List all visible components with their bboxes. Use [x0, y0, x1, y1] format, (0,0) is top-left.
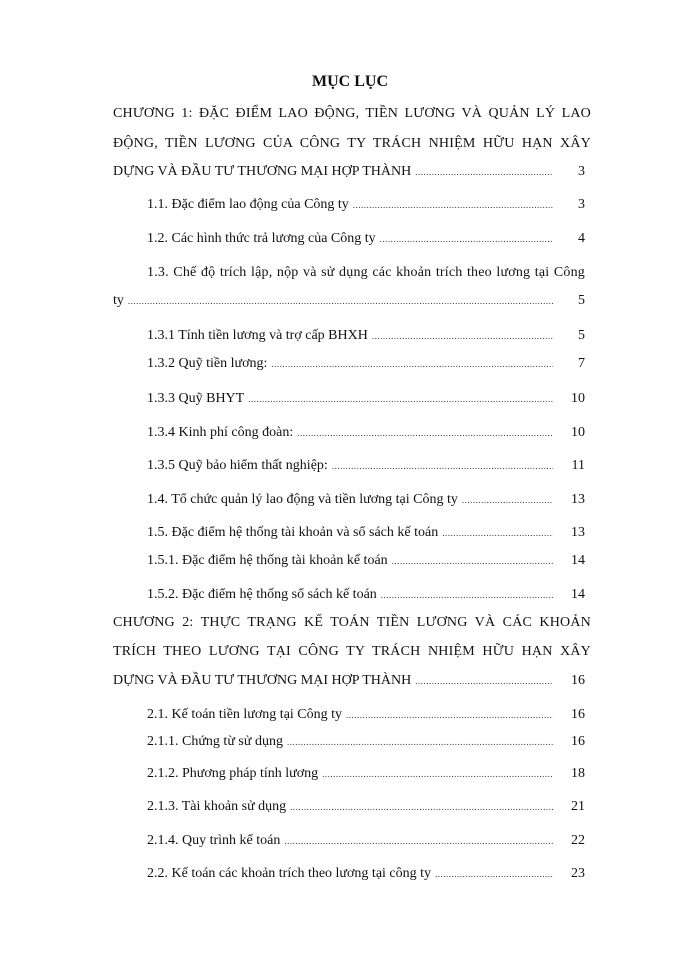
- toc-page-number: 14: [571, 587, 585, 602]
- toc-page-number: 11: [571, 458, 585, 473]
- toc-entry[interactable]: [147, 456, 585, 476]
- toc-entry-label: 1.2. Các hình thức trả lương của Công ty: [147, 231, 376, 246]
- toc-leader-dots: [415, 162, 553, 182]
- toc-entry-label: 1.3.2 Quỹ tiền lương:: [147, 356, 268, 371]
- toc-entry[interactable]: [147, 831, 585, 851]
- toc-entry-label: ty: [113, 293, 124, 308]
- toc-page-number: 4: [578, 231, 585, 246]
- toc-leader-dots: [381, 585, 553, 605]
- toc-entry[interactable]: [147, 732, 585, 752]
- toc-leader-dots: [322, 764, 553, 784]
- toc-leader-dots: [435, 864, 553, 884]
- toc-entry[interactable]: [147, 389, 585, 409]
- toc-page-number: 7: [578, 356, 585, 371]
- toc-leader-dots: [297, 423, 553, 443]
- toc-entry[interactable]: [147, 864, 585, 884]
- toc-entry[interactable]: [147, 229, 585, 249]
- toc-entry-label: 2.1.4. Quy trình kế toán: [147, 833, 281, 848]
- toc-entry-label: 2.1. Kế toán tiền lương tại Công ty: [147, 707, 343, 722]
- toc-entry[interactable]: [147, 354, 585, 374]
- toc-page-number: 5: [578, 328, 585, 343]
- toc-entry-chapter-2[interactable]: [113, 671, 585, 691]
- toc-entry[interactable]: [147, 585, 585, 605]
- toc-entry-label: 2.1.3. Tài khoản sử dụng: [147, 799, 287, 814]
- toc-leader-dots: [380, 229, 553, 249]
- chapter-2-heading-line-1: CHƯƠNG 2: THỰC TRẠNG KẾ TOÁN TIỀN LƯƠNG VÀ CÁC KHOẢN: [113, 615, 591, 630]
- toc-leader-dots: [372, 326, 553, 346]
- toc-entry-label: 2.1.2. Phương pháp tính lương: [147, 766, 319, 781]
- toc-leader-dots: [290, 797, 553, 817]
- toc-entry-1-3[interactable]: [113, 291, 585, 311]
- toc-page-number: 10: [571, 425, 585, 440]
- toc-entry-label: DỰNG VÀ ĐẦU TƯ THƯƠNG MẠI HỢP THÀNH: [113, 164, 412, 179]
- toc-page-number: 3: [578, 164, 585, 179]
- toc-leader-dots: [287, 732, 553, 752]
- toc-entry-label: 1.4. Tổ chức quản lý lao động và tiền lương tại Công ty: [147, 492, 458, 507]
- toc-page-number: 14: [571, 553, 585, 568]
- toc-leader-dots: [442, 523, 553, 543]
- toc-page-number: 10: [571, 391, 585, 406]
- toc-entry[interactable]: [147, 705, 585, 725]
- toc-entry[interactable]: [147, 195, 585, 215]
- toc-page-number: 5: [578, 293, 585, 308]
- toc-entry-label: 2.2. Kế toán các khoản trích theo lương tại công ty: [147, 866, 432, 881]
- toc-leader-dots: [392, 551, 553, 571]
- toc-entry-label: 2.1.1. Chứng từ sử dụng: [147, 734, 283, 749]
- toc-page-number: 22: [571, 833, 585, 848]
- toc-leader-dots: [332, 456, 553, 476]
- chapter-2-heading-line-2: TRÍCH THEO LƯƠNG TẠI CÔNG TY TRÁCH NHIỆM HỮU HẠN XÂY: [113, 644, 591, 659]
- toc-leader-dots: [346, 705, 553, 725]
- chapter-1-heading-line-1: CHƯƠNG 1: ĐẶC ĐIỂM LAO ĐỘNG, TIỀN LƯƠNG VÀ QUẢN LÝ LAO: [113, 106, 591, 121]
- toc-page-number: 23: [571, 866, 585, 881]
- toc-entry-1-3-line-1: 1.3. Chế độ trích lập, nộp và sử dụng các khoản trích theo lương tại Công: [147, 265, 585, 280]
- toc-entry-label: 1.5.1. Đặc điểm hệ thống tài khoản kế toán: [147, 553, 388, 568]
- toc-entry[interactable]: [147, 797, 585, 817]
- toc-leader-dots: [462, 490, 553, 510]
- chapter-1-heading-line-2: ĐỘNG, TIỀN LƯƠNG CỦA CÔNG TY TRÁCH NHIỆM HỮU HẠN XÂY: [113, 136, 591, 151]
- toc-leader-dots: [284, 831, 553, 851]
- toc-leader-dots: [353, 195, 553, 215]
- toc-leader-dots: [415, 671, 553, 691]
- toc-entry-label: 1.5. Đặc điểm hệ thống tài khoản và sổ sách kế toán: [147, 525, 439, 540]
- toc-page-number: 21: [571, 799, 585, 814]
- toc-entry-label: 1.1. Đặc điểm lao động của Công ty: [147, 197, 349, 212]
- toc-page-number: 16: [571, 707, 585, 722]
- toc-entry-label: 1.3.5 Quỹ bảo hiểm thất nghiệp:: [147, 458, 328, 473]
- toc-entry-chapter-1[interactable]: [113, 162, 585, 182]
- toc-entry[interactable]: [147, 326, 585, 346]
- toc-page-number: 18: [571, 766, 585, 781]
- toc-leader-dots: [248, 389, 553, 409]
- toc-entry-label: DỰNG VÀ ĐẦU TƯ THƯƠNG MẠI HỢP THÀNH: [113, 673, 412, 688]
- toc-entry-label: 1.3.4 Kinh phí công đoàn:: [147, 425, 294, 440]
- toc-entry[interactable]: [147, 764, 585, 784]
- toc-leader-dots: [128, 291, 553, 311]
- toc-page-number: 13: [571, 492, 585, 507]
- toc-page-number: 3: [578, 197, 585, 212]
- toc-page-number: 16: [571, 673, 585, 688]
- toc-entry-label: 1.3.1 Tính tiền lương và trợ cấp BHXH: [147, 328, 368, 343]
- page-title: MỤC LỤC: [312, 73, 388, 90]
- toc-entry[interactable]: [147, 423, 585, 443]
- toc-entry[interactable]: [147, 490, 585, 510]
- toc-entry[interactable]: [147, 551, 585, 571]
- toc-entry-label: 1.3.3 Quỹ BHYT: [147, 391, 245, 406]
- toc-entry[interactable]: [147, 523, 585, 543]
- toc-entry-label: 1.5.2. Đặc điểm hệ thống sổ sách kế toán: [147, 587, 377, 602]
- toc-leader-dots: [271, 354, 553, 374]
- toc-page-number: 16: [571, 734, 585, 749]
- toc-page-number: 13: [571, 525, 585, 540]
